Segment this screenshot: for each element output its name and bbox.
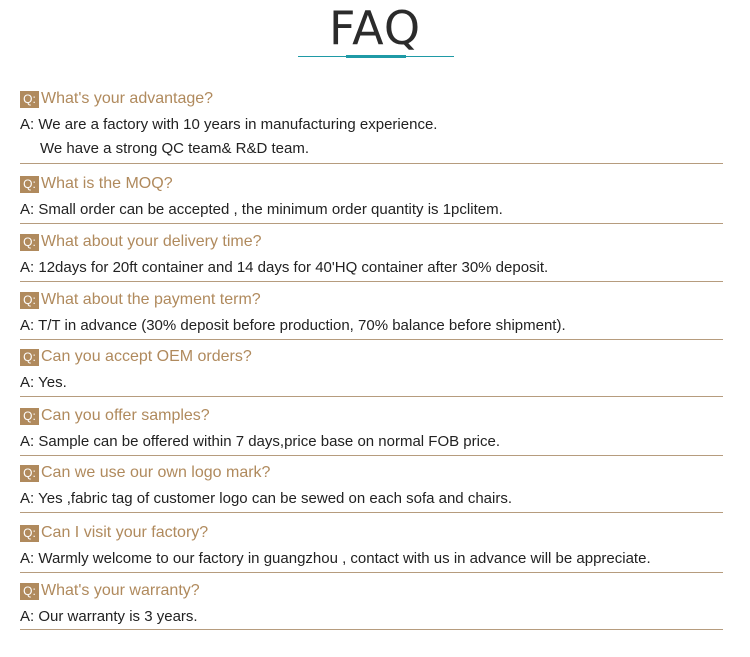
faq-divider [20, 281, 723, 282]
faq-answer-continuation: We have a strong QC team& R&D team. [40, 140, 309, 157]
faq-divider [20, 339, 723, 340]
faq-answer [20, 116, 437, 133]
answer-text: Yes. [38, 374, 67, 391]
question-badge: Q: [20, 176, 39, 193]
faq-question-row [20, 346, 252, 368]
faq-question-row [20, 289, 261, 311]
faq-question: Can you accept OEM orders? [41, 348, 252, 365]
faq-answer [20, 550, 651, 567]
faq-question: What about your delivery time? [41, 233, 262, 250]
faq-question: What is the MOQ? [41, 175, 173, 192]
answer-prefix: A: [20, 433, 35, 450]
faq-divider [20, 572, 723, 573]
faq-answer [20, 374, 67, 391]
faq-question: What's your advantage? [41, 90, 214, 107]
title-underline-accent [346, 55, 406, 58]
question-badge: Q: [20, 525, 39, 542]
answer-prefix: A: [20, 550, 35, 567]
faq-question-row [20, 580, 200, 602]
faq-divider [20, 629, 723, 630]
faq-question-row [20, 173, 173, 195]
faq-question-row [20, 522, 208, 544]
answer-text: Yes ,fabric tag of customer logo can be sewed on each sofa and chairs. [38, 490, 512, 507]
question-badge: Q: [20, 349, 39, 366]
answer-text: 12days for 20ft container and 14 days for 40'HQ container after 30% deposit. [38, 259, 549, 276]
answer-prefix: A: [20, 116, 35, 133]
question-badge: Q: [20, 91, 39, 108]
faq-answer [20, 608, 198, 625]
question-badge: Q: [20, 234, 39, 251]
faq-divider [20, 512, 723, 513]
answer-text: Our warranty is 3 years. [38, 608, 198, 625]
answer-text: T/T in advance (30% deposit before production, 70% balance before shipment). [38, 317, 566, 334]
faq-answer [20, 317, 566, 334]
faq-divider [20, 396, 723, 397]
faq-question: What's your warranty? [41, 582, 200, 599]
question-badge: Q: [20, 465, 39, 482]
faq-question-row [20, 88, 213, 110]
faq-answer [20, 490, 512, 507]
answer-prefix: A: [20, 201, 35, 218]
faq-title: FAQ [328, 1, 422, 55]
answer-prefix: A: [20, 317, 35, 334]
faq-question: What about the payment term? [41, 291, 261, 308]
question-badge: Q: [20, 408, 39, 425]
answer-prefix: A: [20, 608, 35, 625]
faq-question-row [20, 231, 262, 253]
faq-divider [20, 163, 723, 164]
faq-question: Can you offer samples? [41, 407, 210, 424]
faq-question-row [20, 462, 270, 484]
faq-divider [20, 223, 723, 224]
answer-text: Sample can be offered within 7 days,price base on normal FOB price. [38, 433, 500, 450]
faq-answer [20, 433, 500, 450]
faq-question: Can we use our own logo mark? [41, 464, 271, 481]
answer-text: We are a factory with 10 years in manufacturing experience. [38, 116, 438, 133]
faq-answer [20, 259, 548, 276]
faq-divider [20, 455, 723, 456]
answer-prefix: A: [20, 374, 35, 391]
faq-answer [20, 201, 503, 218]
faq-question-row [20, 405, 210, 427]
question-badge: Q: [20, 583, 39, 600]
answer-prefix: A: [20, 490, 35, 507]
answer-prefix: A: [20, 259, 35, 276]
answer-text: Warmly welcome to our factory in guangzhou , contact with us in advance will be appreciate. [38, 550, 651, 567]
faq-question: Can I visit your factory? [41, 524, 209, 541]
answer-text: Small order can be accepted , the minimum order quantity is 1pclitem. [38, 201, 503, 218]
question-badge: Q: [20, 292, 39, 309]
